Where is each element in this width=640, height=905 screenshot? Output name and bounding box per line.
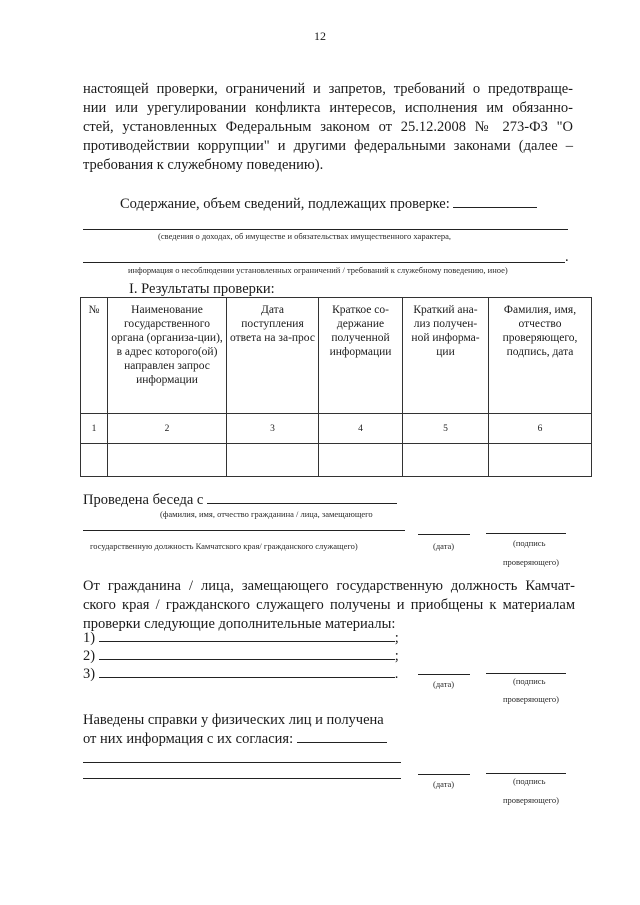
conversation-date-label: (дата) xyxy=(433,541,455,551)
references-line-2: от них информация с их согласия: xyxy=(83,731,294,747)
materials-item-2 xyxy=(83,648,399,665)
materials-item-1 xyxy=(83,630,399,647)
references-line-a[interactable] xyxy=(83,762,401,763)
table-cell[interactable] xyxy=(108,444,227,477)
content-hint-2: информация о несоблюдении установленных ограничений / требований к служебному поведению, иное) xyxy=(128,265,508,275)
page-number: 12 xyxy=(314,29,326,43)
conversation-hint-1: (фамилия, имя, отчество гражданина / лица, замещающего xyxy=(160,509,373,519)
materials-item-end: . xyxy=(394,666,399,682)
references-date-line[interactable] xyxy=(418,774,470,775)
intro-line-5: требования к служебному поведению). xyxy=(83,157,324,173)
references-line-2-row xyxy=(83,731,387,748)
table-header-row xyxy=(81,298,592,414)
conversation-date-line[interactable] xyxy=(418,534,470,535)
materials-line-2: ского края / гражданского служащего получены и приобщены к материалам xyxy=(83,597,575,613)
references-date-label: (дата) xyxy=(433,779,455,789)
column-number-cell: 3 xyxy=(227,414,319,444)
table-cell[interactable] xyxy=(227,444,319,477)
column-number-cell: 2 xyxy=(108,414,227,444)
content-scope-label: Содержание, объем сведений, подлежащих проверке: xyxy=(120,196,450,212)
table-row xyxy=(81,444,592,477)
materials-item-blank[interactable] xyxy=(99,677,395,678)
content-line-2-end: . xyxy=(565,249,569,265)
column-number-cell: 6 xyxy=(489,414,592,444)
column-number-cell: 1 xyxy=(81,414,108,444)
materials-item-number: 1) xyxy=(83,630,96,646)
materials-item-blank[interactable] xyxy=(99,641,395,642)
materials-item-number: 2) xyxy=(83,648,96,664)
materials-item-blank[interactable] xyxy=(99,659,395,660)
references-line-1: Наведены справки у физических лиц и получена xyxy=(83,712,384,728)
table-cell[interactable] xyxy=(403,444,489,477)
materials-item-end: ; xyxy=(394,648,399,664)
content-scope-label-row xyxy=(120,196,537,213)
header-cell-summary: Краткое со-держание полученной информации xyxy=(319,298,403,414)
references-line-b[interactable] xyxy=(83,778,401,779)
header-cell-organ: Наименование государственного органа (организа-ции), в адрес которого(ой) направлен запрос информации xyxy=(108,298,227,414)
header-cell-date: Дата поступления ответа на за-прос xyxy=(227,298,319,414)
references-blank[interactable] xyxy=(297,742,387,743)
references-signature-label-2: проверяющего) xyxy=(503,795,559,805)
materials-item-end: ; xyxy=(394,630,399,646)
materials-item-number: 3) xyxy=(83,666,96,682)
column-number-cell: 4 xyxy=(319,414,403,444)
references-signature-line[interactable] xyxy=(486,773,566,774)
content-line-2[interactable] xyxy=(83,262,565,263)
header-cell-analysis: Краткий ана-лиз получен-ной информа-ции xyxy=(403,298,489,414)
content-scope-blank[interactable] xyxy=(453,207,537,208)
header-cell-inspector: Фамилия, имя, отчество проверяющего, подпись, дата xyxy=(489,298,592,414)
conversation-person-blank[interactable] xyxy=(207,503,397,504)
results-heading: I. Результаты проверки: xyxy=(129,281,275,297)
table-cell[interactable] xyxy=(81,444,108,477)
intro-line-4: противодействии коррупции" и другими федеральными законами (далее – xyxy=(83,138,573,154)
content-line-1[interactable] xyxy=(83,229,568,230)
intro-line-1: настоящей проверки, ограничений и запретов, требований о предотвраще- xyxy=(83,81,573,97)
conversation-signature-line[interactable] xyxy=(486,533,566,534)
table-cell[interactable] xyxy=(489,444,592,477)
conversation-hint-2: государственную должность Камчатского края/ гражданского служащего) xyxy=(90,541,358,551)
materials-item-3 xyxy=(83,666,398,683)
conversation-line[interactable] xyxy=(83,530,405,531)
materials-date-label: (дата) xyxy=(433,679,455,689)
intro-line-2: нии или урегулировании конфликта интересов, исполнения им обязанно- xyxy=(83,100,573,116)
intro-paragraph xyxy=(83,80,573,175)
materials-date-line[interactable] xyxy=(418,674,470,675)
table-cell[interactable] xyxy=(319,444,403,477)
materials-signature-label: (подпись xyxy=(513,676,546,686)
results-table xyxy=(80,297,592,477)
column-number-cell: 5 xyxy=(403,414,489,444)
header-cell-number: № xyxy=(81,298,108,414)
materials-line-1: От гражданина / лица, замещающего государственную должность Камчат- xyxy=(83,578,575,594)
content-hint-1: (сведения о доходах, об имуществе и обязательствах имущественного характера, xyxy=(158,231,451,241)
conversation-signature-label: (подпись xyxy=(513,538,546,548)
conversation-signature-label-2: проверяющего) xyxy=(503,557,559,567)
materials-signature-label-2: проверяющего) xyxy=(503,694,559,704)
materials-signature-line[interactable] xyxy=(486,673,566,674)
conversation-label: Проведена беседа с xyxy=(83,492,204,508)
materials-line-3: проверки следующие дополнительные материалы: xyxy=(83,616,396,632)
conversation-label-row xyxy=(83,492,397,509)
references-signature-label: (подпись xyxy=(513,776,546,786)
materials-paragraph xyxy=(83,577,575,634)
table-numbering-row xyxy=(81,414,592,444)
intro-line-3: стей, установленных Федеральным законом от 25.12.2008 № 273-ФЗ "О xyxy=(83,119,573,135)
